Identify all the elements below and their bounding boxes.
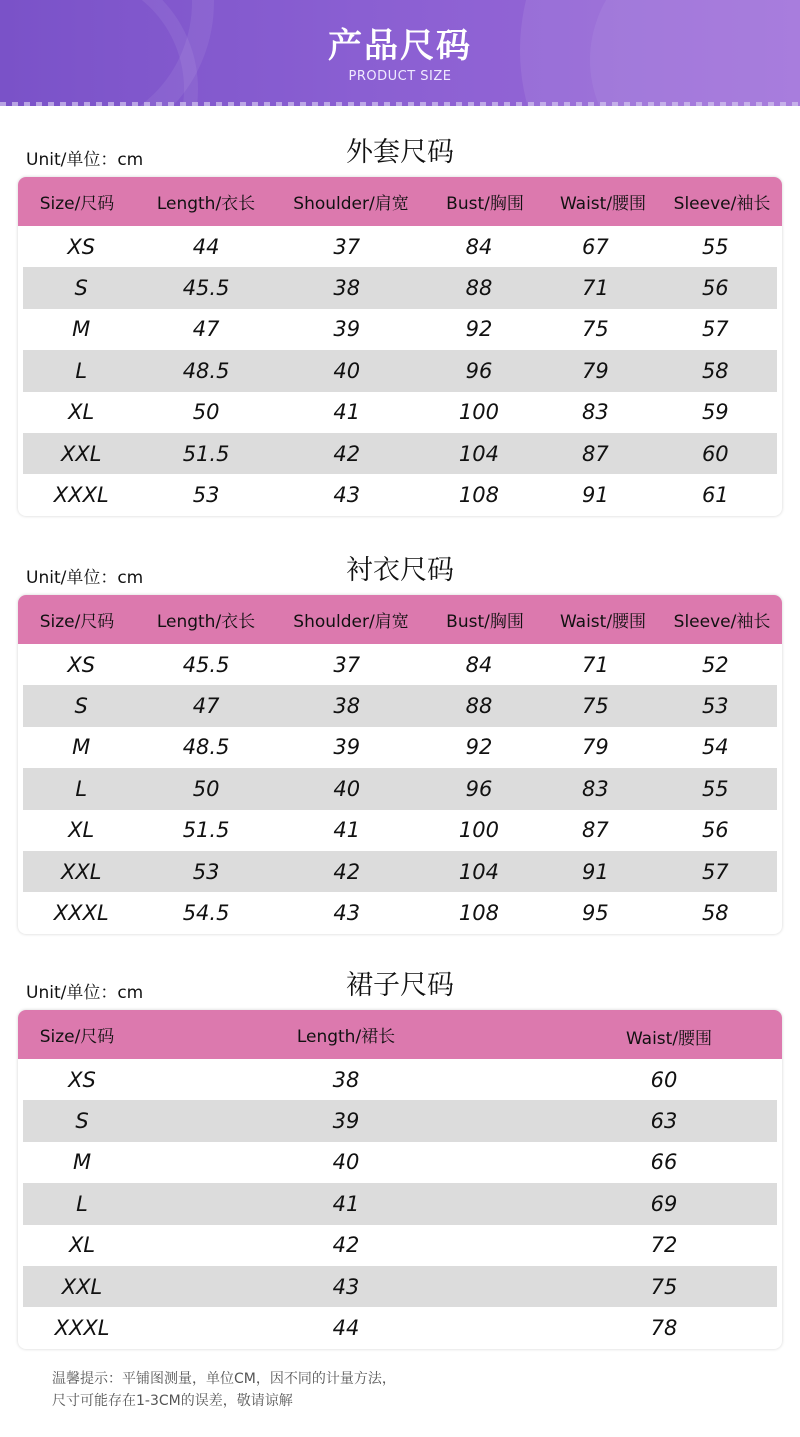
table-cell: XXL [61,1274,103,1299]
table-cell: 37 [333,234,361,259]
table-cell: 43 [332,1274,360,1299]
unit-label: Unit/单位：cm [26,150,144,170]
table-row [23,727,777,768]
table-cell: 38 [333,694,361,719]
section-title: 衬衣尺码 [346,555,454,586]
table-row [23,226,777,267]
table-cell: S [74,276,88,301]
table-cell: 83 [582,400,609,425]
column-header: Sleeve/袖长 [673,612,771,632]
table-cell: XS [68,1067,96,1092]
table-cell: 41 [332,1191,360,1216]
table-row [23,1059,777,1100]
table-cell: XXXL [53,901,109,926]
table-cell: 96 [465,776,493,801]
table-cell: 53 [701,694,729,719]
table-cell: 41 [333,400,361,425]
table-row [23,1100,777,1141]
table-cell: 87 [582,818,609,843]
table-cell: 38 [333,276,361,301]
column-header: Bust/胸围 [446,612,524,632]
table-cell: 75 [582,317,609,342]
table-cell: 100 [458,400,499,425]
table-cell: 56 [701,818,729,843]
table-cell: 42 [332,1233,360,1258]
table-cell: 71 [582,276,609,301]
table-cell: 92 [465,735,493,760]
table-cell: 83 [582,776,609,801]
table-header-row [18,595,782,644]
table-cell: 91 [582,859,609,884]
table-row [23,1307,777,1348]
column-header: Length/衣长 [156,194,256,214]
table-row [23,309,777,350]
table-cell: 67 [582,234,609,259]
table-cell: 58 [701,901,729,926]
table-cell: 88 [465,694,493,719]
table-cell: 52 [701,652,729,677]
table-cell: 37 [333,652,361,677]
table-cell: 56 [701,276,729,301]
table-cell: 88 [465,276,493,301]
column-header: Size/尺码 [39,612,115,632]
table-cell: XXXL [53,483,109,508]
table-row [23,892,777,933]
unit-label: Unit/单位：cm [26,568,144,588]
table-cell: S [74,694,88,719]
table-cell: 104 [458,859,499,884]
page-subtitle: PRODUCT SIZE [348,69,452,84]
table-cell: XL [68,400,95,425]
column-header: Size/尺码 [39,1027,115,1047]
table-cell: 66 [650,1150,678,1175]
table-row [23,1142,777,1183]
table-cell: 42 [333,441,361,466]
column-header: Waist/腰围 [559,194,647,214]
table-cell: 78 [650,1316,678,1341]
table-cell: L [75,776,88,801]
size-table-card [18,595,782,934]
table-cell: 39 [333,317,361,342]
table-cell: 63 [650,1109,678,1134]
table-cell: L [75,358,88,383]
table-cell: S [75,1109,89,1134]
table-cell: 79 [582,735,609,760]
table-cell: 59 [701,400,729,425]
table-cell: 40 [333,358,361,383]
table-cell: 84 [465,652,493,677]
table-cell: 54 [701,735,729,760]
table-row [23,433,777,474]
table-row [23,768,777,809]
table-cell: 55 [701,234,729,259]
table-cell: 84 [465,234,493,259]
table-row [23,851,777,892]
table-cell: 44 [332,1316,360,1341]
table-header-row [18,177,782,226]
column-header: Size/尺码 [39,194,115,214]
table-cell: 53 [192,859,220,884]
page-title: 产品尺码 [328,26,472,66]
table-cell: 51.5 [182,818,230,843]
table-row [23,1183,777,1224]
table-cell: 71 [582,652,609,677]
table-cell: 47 [192,694,220,719]
table-cell: 60 [701,441,729,466]
table-row [23,350,777,391]
table-cell: 50 [192,776,220,801]
table-cell: 104 [458,441,499,466]
table-cell: 40 [333,776,361,801]
column-header: Shoulder/肩宽 [293,194,409,214]
table-cell: 79 [582,358,609,383]
table-cell: XL [68,1233,96,1258]
banner-stitch-border [0,102,800,106]
size-table-card [18,177,782,516]
table-cell: 69 [650,1191,678,1216]
table-cell: 41 [333,818,361,843]
table-cell: 43 [333,901,361,926]
column-header: Waist/腰围 [559,612,647,632]
table-cell: 75 [650,1274,678,1299]
table-cell: 100 [458,818,499,843]
table-cell: 44 [192,234,220,259]
table-header-row [18,1010,782,1059]
table-row [23,267,777,308]
column-header: Length/衣长 [156,612,256,632]
table-row [23,474,777,515]
table-cell: 40 [332,1150,360,1175]
table-cell: XL [68,818,95,843]
table-cell: 91 [582,483,609,508]
table-row [23,810,777,851]
header-banner [0,0,800,106]
table-cell: 45.5 [182,276,230,301]
table-row [23,685,777,726]
table-cell: 50 [192,400,220,425]
column-header: Waist/腰围 [625,1029,713,1049]
table-cell: 96 [465,358,493,383]
table-cell: 38 [332,1067,360,1092]
table-cell: M [72,735,91,760]
table-cell: 53 [192,483,220,508]
table-cell: M [72,1150,92,1175]
table-cell: 57 [701,859,729,884]
table-cell: XXL [60,859,102,884]
table-cell: 45.5 [182,652,230,677]
column-header: Length/裙长 [296,1027,396,1047]
table-cell: L [76,1191,88,1216]
table-cell: 55 [701,776,729,801]
table-row [23,644,777,685]
column-header: Shoulder/肩宽 [293,612,409,632]
table-cell: 43 [333,483,361,508]
table-cell: 58 [701,358,729,383]
table-cell: 75 [582,694,609,719]
unit-label: Unit/单位：cm [26,983,144,1003]
table-row [23,1266,777,1307]
table-cell: 39 [333,735,361,760]
table-cell: 39 [332,1109,360,1134]
table-cell: 54.5 [182,901,230,926]
table-cell: 87 [582,441,609,466]
table-cell: 95 [582,901,609,926]
table-cell: XXXL [54,1316,110,1341]
table-cell: XS [67,652,96,677]
measurement-note [52,1368,396,1412]
note-line: 尺寸可能存在1-3CM的误差，敬请谅解 [52,1393,293,1409]
table-row [23,1225,777,1266]
table-cell: 42 [333,859,361,884]
table-cell: 72 [650,1233,678,1258]
table-cell: 51.5 [182,441,230,466]
table-cell: 57 [701,317,729,342]
table-cell: 48.5 [182,358,230,383]
size-table-card [18,1010,782,1349]
table-cell: 61 [701,483,729,508]
table-cell: M [72,317,91,342]
table-row [23,392,777,433]
table-cell: 108 [458,483,499,508]
table-cell: 48.5 [182,735,230,760]
table-cell: XS [67,234,96,259]
section-title: 裙子尺码 [346,970,454,1001]
column-header: Bust/胸围 [446,194,524,214]
table-cell: 47 [192,317,220,342]
table-cell: 92 [465,317,493,342]
table-cell: 108 [458,901,499,926]
note-line: 温馨提示：平铺图测量，单位CM，因不同的计量方法， [52,1371,396,1387]
section-title: 外套尺码 [346,137,454,168]
table-cell: 60 [650,1067,678,1092]
table-cell: XXL [60,441,102,466]
column-header: Sleeve/袖长 [673,194,771,214]
